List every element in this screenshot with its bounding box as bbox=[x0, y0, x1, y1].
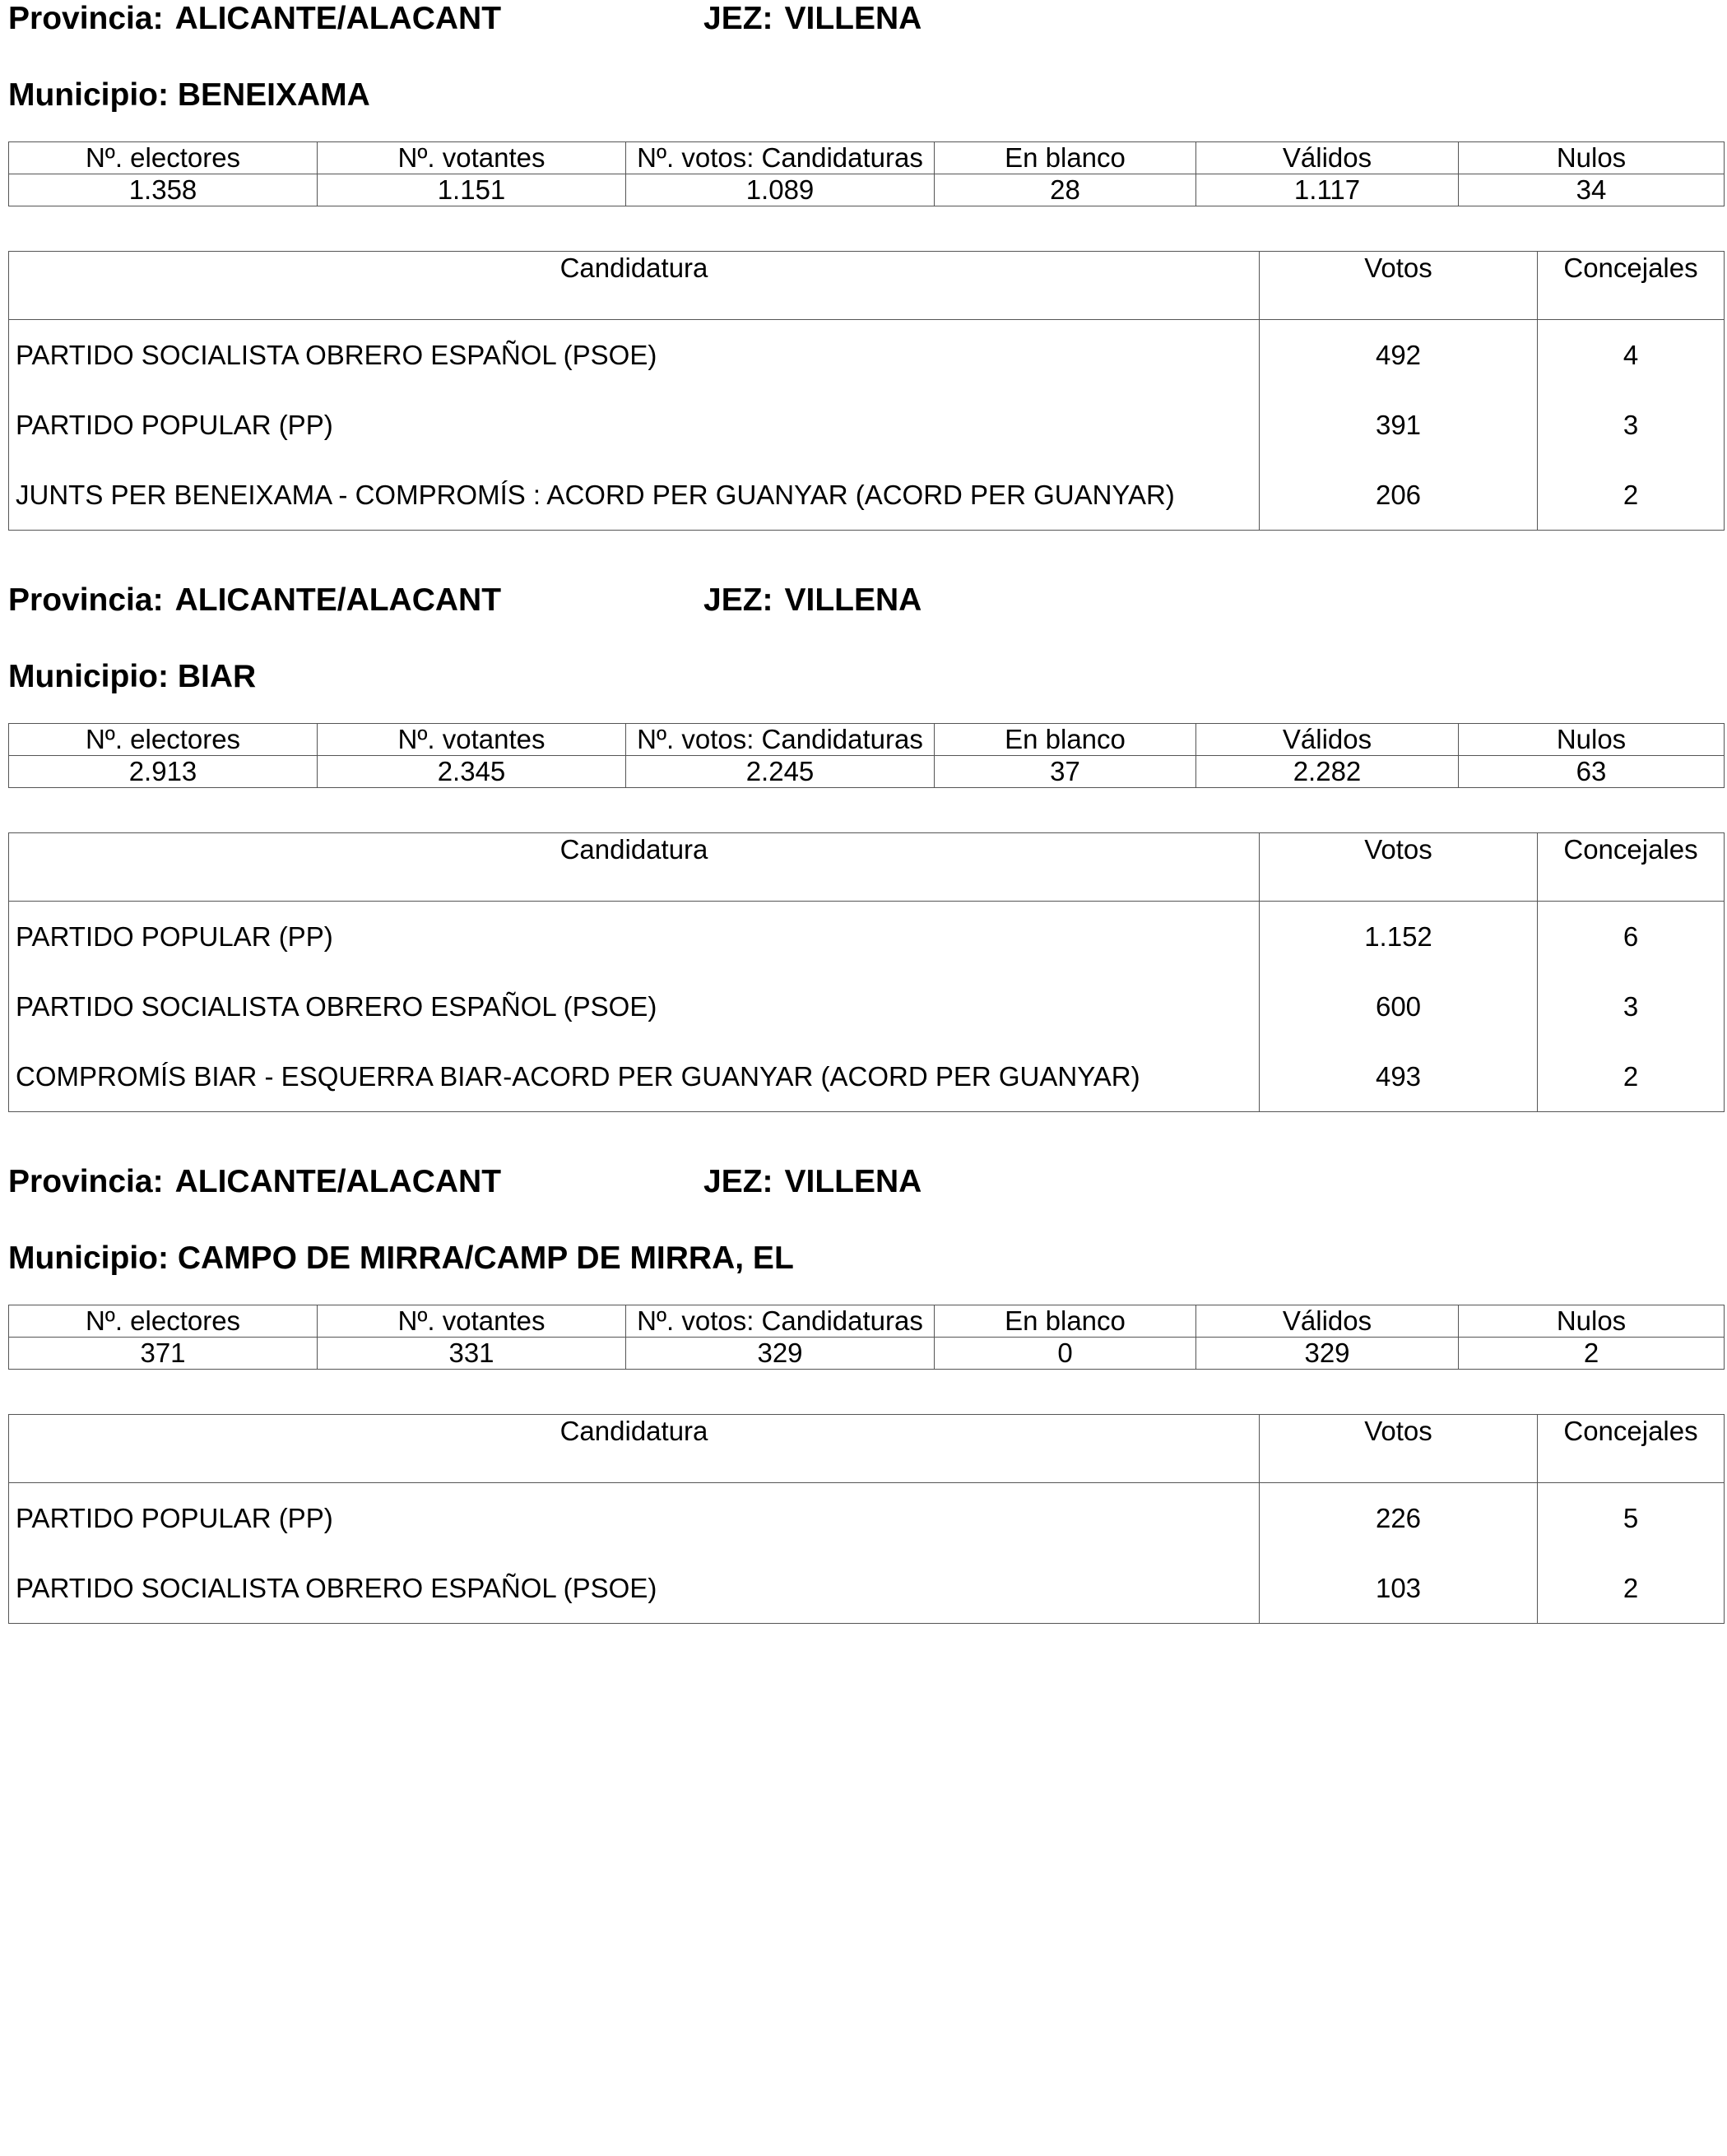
electores-header: Nº. electores bbox=[9, 724, 318, 756]
candidaturas-header-row bbox=[9, 833, 1725, 902]
nulos-header: Nulos bbox=[1459, 724, 1725, 756]
votos-header: Votos bbox=[1260, 1415, 1538, 1483]
votos-candidaturas-value: 329 bbox=[626, 1338, 935, 1370]
validos-value: 1.117 bbox=[1196, 174, 1459, 206]
candidatura-header: Candidatura bbox=[9, 252, 1260, 320]
candidatura-concejales: 5 bbox=[1538, 1483, 1725, 1554]
provincia-value: ALICANTE/ALACANT bbox=[174, 1, 502, 36]
municipio-value: BENEIXAMA bbox=[177, 77, 370, 113]
electores-header: Nº. electores bbox=[9, 1305, 318, 1338]
candidatura-row bbox=[9, 971, 1725, 1041]
nulos-value: 34 bbox=[1459, 174, 1725, 206]
nulos-value: 63 bbox=[1459, 756, 1725, 788]
candidatura-concejales: 3 bbox=[1538, 390, 1725, 460]
jez-value: VILLENA bbox=[784, 582, 922, 618]
concejales-header: Concejales bbox=[1538, 1415, 1725, 1483]
candidatura-name: PARTIDO POPULAR (PP) bbox=[9, 1483, 1260, 1554]
votantes-value: 331 bbox=[318, 1338, 626, 1370]
validos-header: Válidos bbox=[1196, 142, 1459, 174]
stats-value-row bbox=[9, 174, 1725, 206]
stats-value-row bbox=[9, 756, 1725, 788]
candidatura-concejales: 6 bbox=[1538, 902, 1725, 972]
candidatura-name: PARTIDO POPULAR (PP) bbox=[9, 902, 1260, 972]
candidatura-votos: 492 bbox=[1260, 320, 1538, 391]
validos-value: 2.282 bbox=[1196, 756, 1459, 788]
votos-candidaturas-value: 1.089 bbox=[626, 174, 935, 206]
candidatura-concejales: 3 bbox=[1538, 971, 1725, 1041]
municipio-header bbox=[8, 1240, 794, 1277]
candidatura-row bbox=[9, 1553, 1725, 1624]
candidaturas-header-row bbox=[9, 252, 1725, 320]
candidatura-header: Candidatura bbox=[9, 833, 1260, 902]
candidaturas-header-row bbox=[9, 1415, 1725, 1483]
validos-header: Válidos bbox=[1196, 724, 1459, 756]
candidatura-row bbox=[9, 1041, 1725, 1112]
electores-value: 1.358 bbox=[9, 174, 318, 206]
nulos-header: Nulos bbox=[1459, 142, 1725, 174]
stats-header-row bbox=[9, 142, 1725, 174]
municipio-value: CAMPO DE MIRRA/CAMP DE MIRRA, EL bbox=[177, 1240, 794, 1276]
jez-value: VILLENA bbox=[784, 1164, 922, 1199]
provincia-label: Provincia: bbox=[8, 582, 164, 618]
candidaturas-table bbox=[8, 251, 1725, 531]
candidatura-concejales: 2 bbox=[1538, 1041, 1725, 1112]
stats-table bbox=[8, 1305, 1725, 1370]
validos-header: Válidos bbox=[1196, 1305, 1459, 1338]
candidatura-votos: 391 bbox=[1260, 390, 1538, 460]
provincia-value: ALICANTE/ALACANT bbox=[174, 582, 502, 618]
municipio-value: BIAR bbox=[177, 659, 257, 694]
stats-header-row bbox=[9, 724, 1725, 756]
candidatura-votos: 226 bbox=[1260, 1483, 1538, 1554]
candidatura-header: Candidatura bbox=[9, 1415, 1260, 1483]
electores-value: 371 bbox=[9, 1338, 318, 1370]
concejales-header: Concejales bbox=[1538, 833, 1725, 902]
votos-header: Votos bbox=[1260, 252, 1538, 320]
candidatura-concejales: 2 bbox=[1538, 460, 1725, 531]
concejales-header: Concejales bbox=[1538, 252, 1725, 320]
provincia-header bbox=[8, 1163, 501, 1201]
nulos-header: Nulos bbox=[1459, 1305, 1725, 1338]
en-blanco-header: En blanco bbox=[935, 142, 1196, 174]
jez-label: JEZ: bbox=[703, 582, 773, 618]
provincia-label: Provincia: bbox=[8, 1164, 164, 1199]
jez-header bbox=[703, 582, 922, 619]
candidatura-name: PARTIDO SOCIALISTA OBRERO ESPAÑOL (PSOE) bbox=[9, 320, 1260, 391]
candidatura-name: JUNTS PER BENEIXAMA - COMPROMÍS : ACORD PER GUANYAR (ACORD PER GUANYAR) bbox=[9, 460, 1260, 531]
candidatura-row bbox=[9, 460, 1725, 531]
votos-candidaturas-header: Nº. votos: Candidaturas bbox=[626, 1305, 935, 1338]
votos-candidaturas-header: Nº. votos: Candidaturas bbox=[626, 142, 935, 174]
municipio-label: Municipio: bbox=[8, 659, 169, 694]
candidatura-name: PARTIDO SOCIALISTA OBRERO ESPAÑOL (PSOE) bbox=[9, 971, 1260, 1041]
candidaturas-table bbox=[8, 1414, 1725, 1624]
municipio-label: Municipio: bbox=[8, 77, 169, 113]
votantes-value: 2.345 bbox=[318, 756, 626, 788]
candidatura-concejales: 4 bbox=[1538, 320, 1725, 391]
candidaturas-table bbox=[8, 832, 1725, 1112]
candidatura-votos: 103 bbox=[1260, 1553, 1538, 1624]
candidatura-votos: 600 bbox=[1260, 971, 1538, 1041]
candidatura-name: PARTIDO POPULAR (PP) bbox=[9, 390, 1260, 460]
jez-label: JEZ: bbox=[703, 1, 773, 36]
municipio-header bbox=[8, 77, 370, 114]
provincia-value: ALICANTE/ALACANT bbox=[174, 1164, 502, 1199]
provincia-header bbox=[8, 0, 501, 38]
municipio-header bbox=[8, 658, 256, 696]
provincia-label: Provincia: bbox=[8, 1, 164, 36]
jez-header bbox=[703, 1163, 922, 1201]
candidatura-row bbox=[9, 390, 1725, 460]
votantes-header: Nº. votantes bbox=[318, 1305, 626, 1338]
votantes-header: Nº. votantes bbox=[318, 724, 626, 756]
validos-value: 329 bbox=[1196, 1338, 1459, 1370]
nulos-value: 2 bbox=[1459, 1338, 1725, 1370]
en-blanco-header: En blanco bbox=[935, 724, 1196, 756]
jez-header bbox=[703, 0, 922, 38]
electores-header: Nº. electores bbox=[9, 142, 318, 174]
jez-value: VILLENA bbox=[784, 1, 922, 36]
municipio-label: Municipio: bbox=[8, 1240, 169, 1276]
stats-value-row bbox=[9, 1338, 1725, 1370]
candidatura-name: PARTIDO SOCIALISTA OBRERO ESPAÑOL (PSOE) bbox=[9, 1553, 1260, 1624]
candidatura-row bbox=[9, 902, 1725, 972]
stats-table bbox=[8, 723, 1725, 788]
votantes-header: Nº. votantes bbox=[318, 142, 626, 174]
candidatura-name: COMPROMÍS BIAR - ESQUERRA BIAR-ACORD PER GUANYAR (ACORD PER GUANYAR) bbox=[9, 1041, 1260, 1112]
candidatura-row bbox=[9, 1483, 1725, 1554]
stats-table bbox=[8, 141, 1725, 206]
en-blanco-value: 28 bbox=[935, 174, 1196, 206]
en-blanco-value: 37 bbox=[935, 756, 1196, 788]
provincia-header bbox=[8, 582, 501, 619]
electores-value: 2.913 bbox=[9, 756, 318, 788]
candidatura-votos: 493 bbox=[1260, 1041, 1538, 1112]
jez-label: JEZ: bbox=[703, 1164, 773, 1199]
en-blanco-header: En blanco bbox=[935, 1305, 1196, 1338]
votos-header: Votos bbox=[1260, 833, 1538, 902]
votos-candidaturas-header: Nº. votos: Candidaturas bbox=[626, 724, 935, 756]
en-blanco-value: 0 bbox=[935, 1338, 1196, 1370]
stats-header-row bbox=[9, 1305, 1725, 1338]
candidatura-votos: 1.152 bbox=[1260, 902, 1538, 972]
candidatura-votos: 206 bbox=[1260, 460, 1538, 531]
candidatura-concejales: 2 bbox=[1538, 1553, 1725, 1624]
votos-candidaturas-value: 2.245 bbox=[626, 756, 935, 788]
votantes-value: 1.151 bbox=[318, 174, 626, 206]
candidatura-row bbox=[9, 320, 1725, 391]
